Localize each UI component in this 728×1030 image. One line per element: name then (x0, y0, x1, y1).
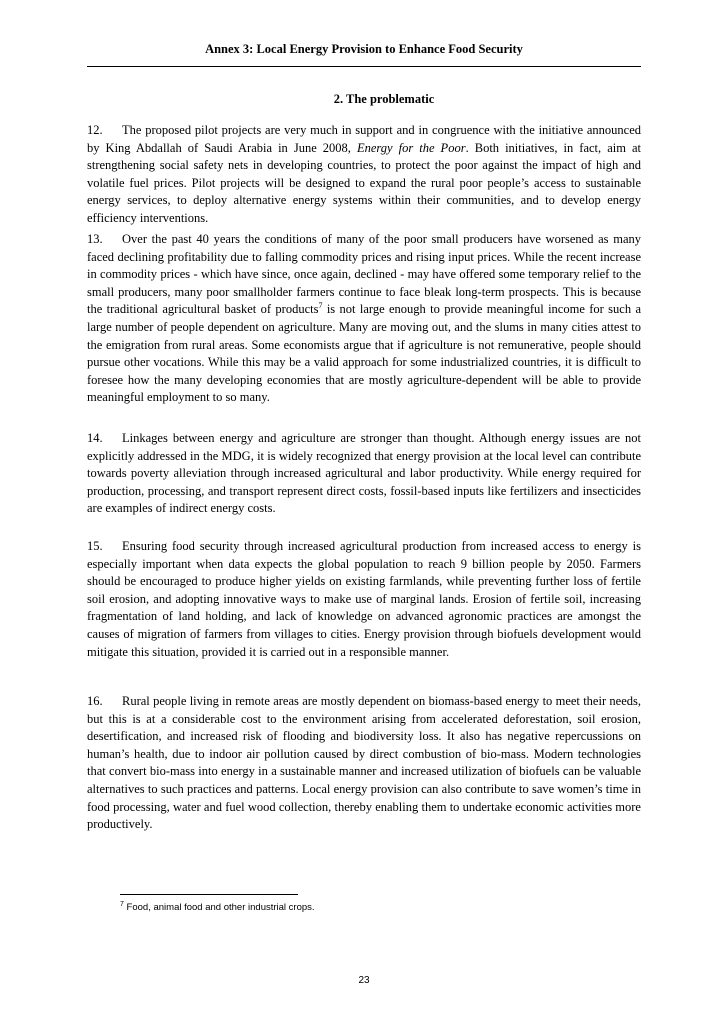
paragraph-13 (87, 231, 641, 407)
paragraph-text: Ensuring food security through increased agricultural production from increased access to energy is especially important when data expects the global population to reach 9 billion people by 2050. Farmers should be encouraged to produce higher yields on existing farmlands, while preventing further loss of fertile soil erosion, and adopting innovative ways to make use of marginal lands. Erosion of fertile soil, increasing fragmentation of land holding, and lack of knowledge on advanced agronomic practices are amongst the causes of migration of farmers from villages to cities. Energy provision through biofuels development would mitigate this situation, provided it is carried out in a responsible manner. (87, 539, 641, 659)
footnote-text: Food, animal food and other industrial crops. (123, 902, 315, 914)
paragraph-text: Linkages between energy and agriculture are stronger than thought. Although energy issues are not explicitly addressed in the MDG, it is widely recognized that energy provision at the local level can contribute towards poverty alleviation through increased agricultural and labor productivity. While energy required for production, processing, and transport represent direct costs, fossil-based inputs like fertilizers and insecticides are examples of indirect energy costs. (87, 431, 641, 516)
paragraph-number: 12. (87, 123, 103, 137)
footnote-divider (120, 894, 298, 895)
paragraph-number: 15. (87, 539, 103, 553)
paragraph-text: . Both initiatives, in fact, aim at strengthening social safety nets in developing countries, to protect the poor against the impact of high and volatile fuel prices. Pilot projects will be designed to expand the rural poor people’s access to sustainable energy services, to deploy alternative energy systems within their communities, and to develop energy efficiency interventions. (87, 140, 641, 225)
paragraph-text: The proposed pilot projects are very much in support and in congruence with the initiative announced by King Abdallah of Saudi Arabia in June 2008, (87, 123, 641, 155)
paragraph-14 (87, 430, 641, 518)
footnote (120, 901, 315, 913)
paragraph-text: Rural people living in remote areas are mostly dependent on biomass-based energy to meet their needs, but this is at a considerable cost to the environment arising from accelerated deforestation, soil erosion, desertification, and increased risk of flooding and biodiversity loss. It also has negative repercussions on human’s health, due to indoor air pollution caused by direct combustion of bio-mass. Modern technologies that convert bio-mass into energy in a sustainable manner and increased utilization of biofuels can be valuable alternatives to such practices and patterns. Local energy provision can also contribute to save women’s time in food processing, water and fuel wood collection, thereby enabling them to undertake economic activities more productively. (87, 694, 641, 832)
paragraph-12 (87, 122, 641, 228)
header-divider (87, 66, 641, 67)
footnote-marker: 7 (120, 901, 124, 908)
paragraph-number: 16. (87, 694, 103, 708)
page-number: 23 (358, 975, 370, 986)
paragraph-15 (87, 538, 641, 661)
paragraph-number: 14. (87, 431, 103, 445)
paragraph-16 (87, 693, 641, 834)
paragraph-text: Over the past 40 years the conditions of many of the poor small producers have worsened as many faced declining profitability due to falling commodity prices and rising input prices. While the recent increase in commodity prices - which have since, once again, declined - may have offered some temporary relief to the small producers, many poor smallholder farmers continue to face bleak long-term prospects. This is because the traditional agricultural basket of products (87, 232, 641, 317)
initiative-title: Energy for the Poor (356, 140, 466, 155)
paragraph-text: is not large enough to provide meaningful income for such a large number of people dependent on agriculture. Many are moving out, and the slums in many cities attest to the emigration from rural areas. Some economists argue that if agriculture is not remunerative, people should pursue other vocations. While this may be a valid approach for some industrialized countries, it is difficult to foresee how the many developing economies that are mostly agriculture-dependent will be able to provide meaningful employment to so many. (87, 302, 641, 405)
paragraph-number: 13. (87, 232, 103, 246)
section-heading: 2. The problematic (333, 92, 435, 106)
running-header-title: Annex 3: Local Energy Provision to Enhance Food Security (205, 42, 523, 56)
footnote-reference[interactable]: 7 (318, 301, 323, 311)
